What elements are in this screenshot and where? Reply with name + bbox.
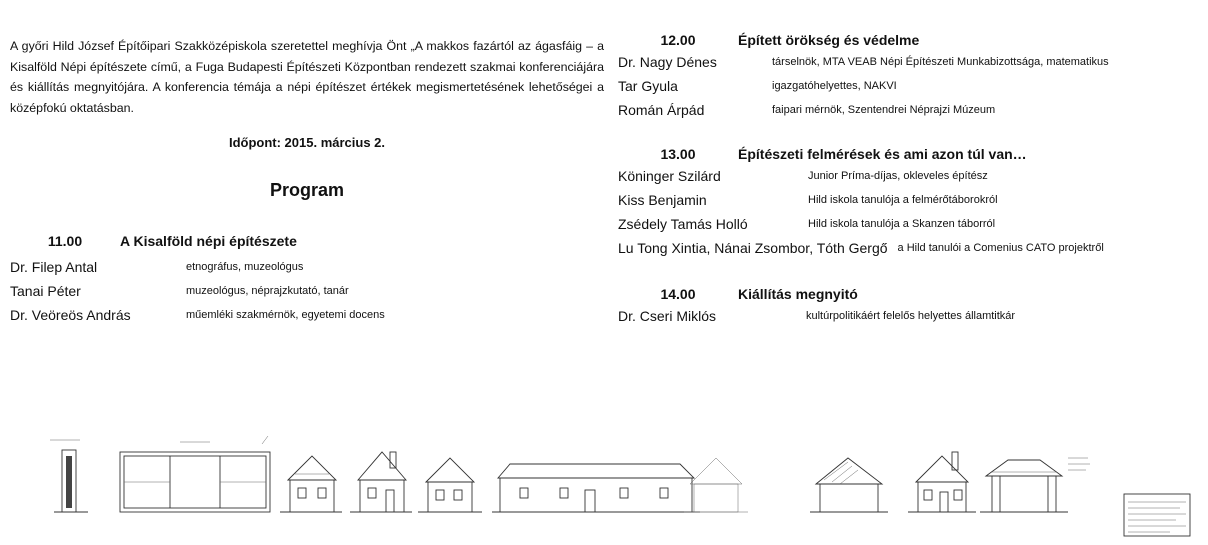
speaker-name: Dr. Cseri Miklós [618,308,717,324]
program-title: Program [269,180,345,201]
long-elevation-icon [492,464,700,512]
roof-perspective-icon [810,458,888,512]
session-title: Épített örökség és védelme [738,32,920,48]
speaker-name: Kiss Benjamin [618,192,707,208]
session-header [618,284,1203,304]
section-drawing-icon [50,440,88,512]
speaker-name: Tar Gyula [618,78,678,94]
speaker-name: Dr. Nagy Dénes [618,54,717,70]
speaker-role: műemléki szakmérnök, egyetemi docens [186,309,385,322]
house-elevation-icon [350,452,412,512]
session-block [618,30,1203,122]
house-elevation-icon [280,456,342,512]
session-time: 11.00 [47,233,83,250]
speaker-row [618,98,1203,122]
speaker-name: Tanai Péter [10,283,81,300]
speaker-role: faipari mérnök, Szentendrei Néprajzi Múzeum [772,104,996,116]
speaker-role: Hild iskola tanulója a felmérőtáborokról [808,194,998,206]
speaker-role: etnográfus, muzeológus [186,261,304,274]
session-header [618,144,1203,164]
architectural-drawings-strip [40,430,1200,540]
speaker-name: Köninger Szilárd [618,168,721,184]
speaker-row [618,74,1203,98]
speaker-row [618,164,1203,188]
speaker-row [618,304,1203,328]
speaker-role: Junior Príma-díjas, okleveles építész [808,170,988,182]
speaker-role: a Hild tanulói a Comenius CATO projektről [897,242,1104,254]
left-column [10,30,604,327]
right-column [618,30,1203,328]
event-date: Időpont: 2015. március 2. [228,135,386,151]
sketch-drawing-icon [684,458,748,512]
speaker-row [618,50,1203,74]
section-detail-icon [980,458,1090,512]
session-title: Kiállítás megnyitó [738,286,858,302]
speaker-role: muzeológus, néprajzkutató, tanár [186,285,349,298]
house-elevation-icon [908,452,976,512]
speaker-role: társelnök, MTA VEAB Népi Építészeti Munkabizottsága, matematikus [772,56,1109,68]
floor-plan-drawing-icon [120,436,270,512]
session-time: 14.00 [660,286,696,302]
speaker-row [10,279,604,303]
session-header [618,30,1203,50]
speaker-role: igazgatóhelyettes, NAKVI [772,80,897,92]
architectural-drawings-icon [40,430,1200,540]
session-block [10,231,604,327]
session-block [618,144,1203,260]
speaker-row [618,188,1203,212]
speaker-name: Román Árpád [618,102,705,118]
speaker-name: Lu Tong Xintia, Nánai Zsombor, Tóth Gergő [618,240,888,256]
speaker-row [10,303,604,327]
speaker-name: Dr. Filep Antal [10,259,98,276]
session-time: 13.00 [660,146,696,162]
session-time: 12.00 [660,32,696,48]
session-block [618,284,1203,328]
speaker-row [10,255,604,279]
invitation-text: A győri Hild József Építőipari Szakközépiskola szeretettel meghívja Önt „A makkos fazártól az ágasfáig – a Kisalföld Népi építészete című, a Fuga Budapesti Építészeti Központban rendezett szakmai konferenciájára és kiállítás megnyitójára. A konferencia témája a népi építészet értékek megismertetésének lehetőségei a középfokú oktatásban. [10,39,604,115]
speaker-row [618,236,1203,260]
title-block-icon [1124,494,1190,536]
speaker-row [618,212,1203,236]
session-title: A Kisalföld népi építészete [120,233,297,250]
speaker-role: Hild iskola tanulója a Skanzen táborról [808,218,996,230]
session-header [10,231,604,251]
speaker-name: Zsédely Tamás Holló [618,216,748,232]
house-elevation-icon [418,458,482,512]
speaker-role: kultúrpolitikáért felelős helyettes államtitkár [806,310,1016,322]
session-title: Építészeti felmérések és ami azon túl van… [738,146,1027,162]
speaker-name: Dr. Veöreös András [10,307,131,324]
